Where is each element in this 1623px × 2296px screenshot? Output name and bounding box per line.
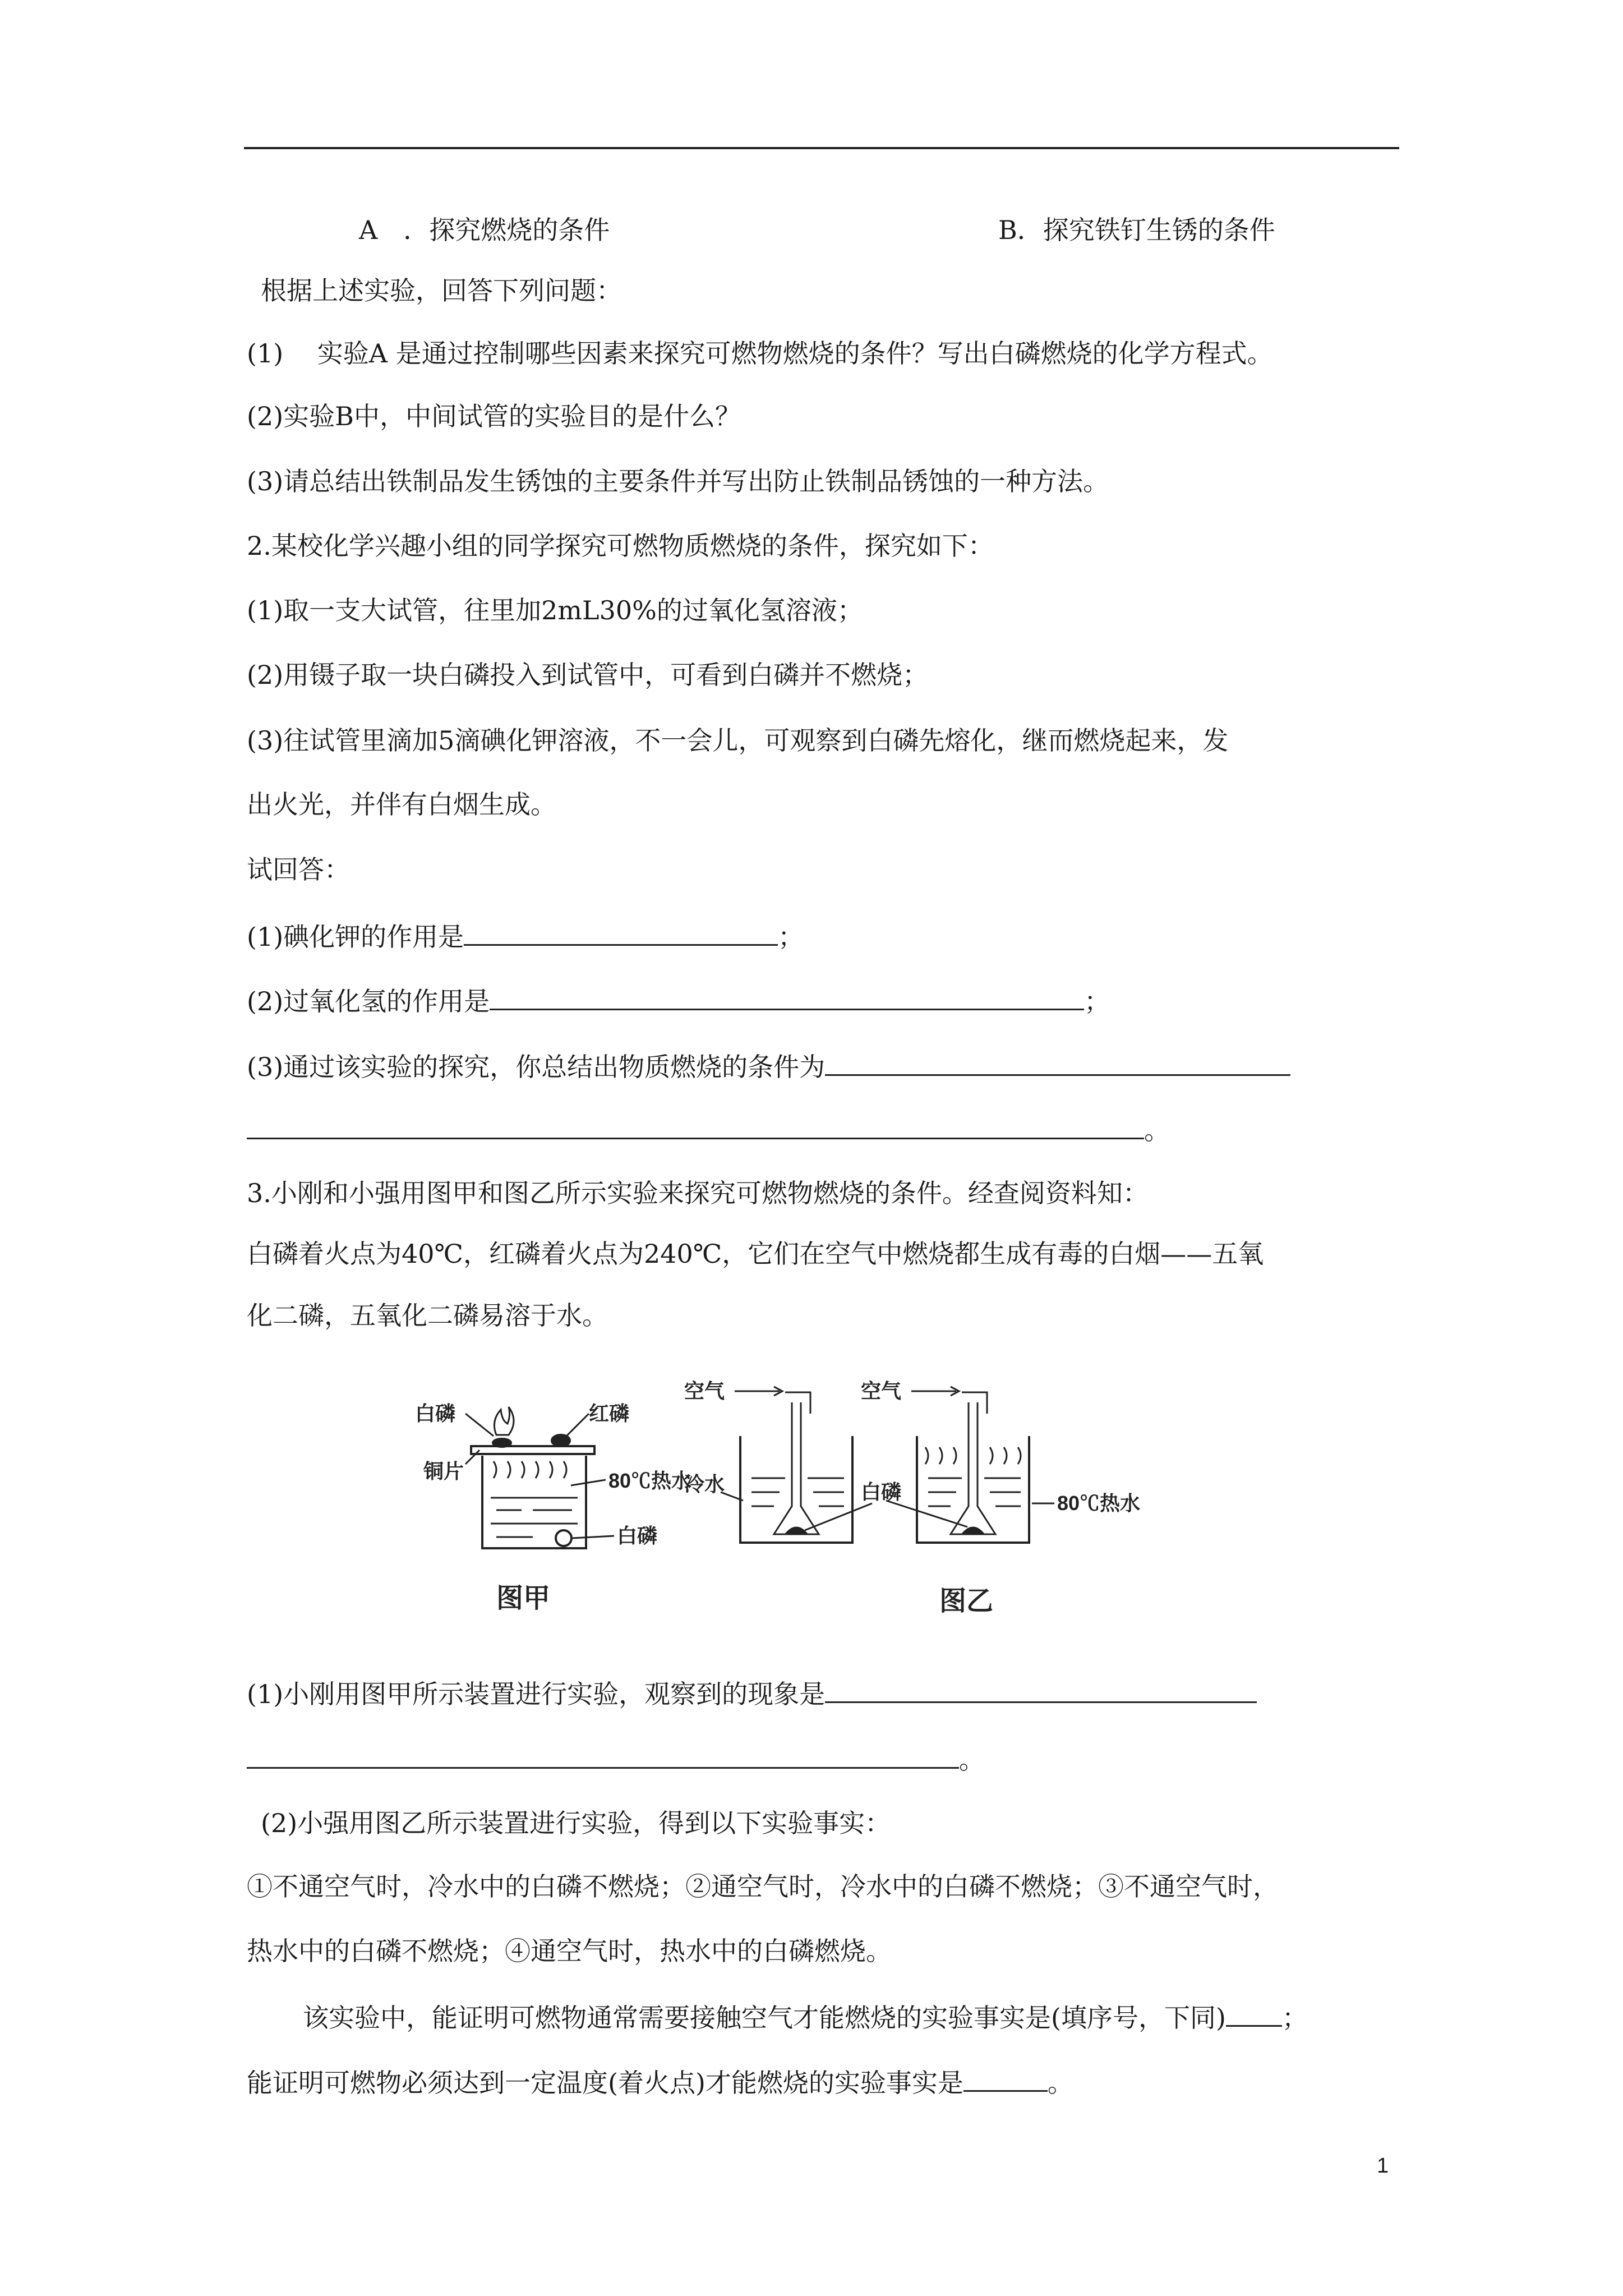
page-number: 1: [1377, 2154, 1389, 2178]
semicolon: ；: [778, 922, 804, 952]
label-red-p: 红磷: [589, 1402, 630, 1425]
answer-blank[interactable]: [1226, 1998, 1282, 2027]
q3-part2: (2)小强用图乙所示装置进行实验，得到以下实验事实：: [261, 1808, 891, 1838]
q3-part1-text: (1)小刚用图甲所示装置进行实验，观察到的现象是: [247, 1679, 826, 1709]
header-rule: [244, 147, 1399, 149]
label-air-1: 空气: [684, 1380, 725, 1402]
q2-step2: (2)用镊子取一块白磷投入到试管中，可看到白磷并不燃烧；: [247, 660, 929, 690]
q3-conclusion2-text: 能证明可燃物必须达到一定温度(着火点)才能燃烧的实验事实是: [247, 2068, 963, 2098]
q1-sub2: (2)实验B中，中间试管的实验目的是什么？: [247, 401, 741, 431]
q3-info-line1: 白磷着火点为40℃，红磷着火点为240℃，它们在空气中燃烧都生成有毒的白烟——五氧: [247, 1239, 1264, 1269]
q2-answer3-text: (3)通过该实验的探究，你总结出物质燃烧的条件为: [247, 1052, 826, 1082]
q3-conclusion2: [247, 2063, 1073, 2100]
caption-a: A ．探究燃烧的条件: [359, 215, 610, 245]
q2-ask: 试回答：: [247, 854, 350, 885]
q2-answer1-text: (1)碘化钾的作用是: [247, 922, 464, 952]
q2-answer3: [247, 1047, 1290, 1084]
q1-sub1: (1) 实验A 是通过控制哪些因素来探究可燃物燃烧的条件？写出白磷燃烧的化学方程式。: [247, 338, 1273, 369]
white-phosphorus-bottom: [556, 1530, 571, 1546]
white-phosphorus-top: [493, 1439, 511, 1447]
q3-title: 3.小刚和小强用图甲和图乙所示实验来探究可燃物燃烧的条件。经查阅资料知：: [247, 1178, 1149, 1208]
experiment-figure: [393, 1380, 1234, 1644]
label-hot-water-b: 80℃热水: [1057, 1492, 1141, 1515]
semicolon: ；: [1281, 2003, 1308, 2033]
answer-blank[interactable]: [490, 982, 1084, 1010]
semicolon: ；: [1084, 986, 1110, 1016]
label-copper: 铜片: [423, 1460, 464, 1483]
period: 。: [959, 1745, 985, 1775]
label-white-p-b: 白磷: [861, 1480, 902, 1503]
q3-info-line2: 化二磷，五氧化二磷易溶于水。: [247, 1300, 608, 1331]
label-cold-water: 冷水: [684, 1473, 725, 1496]
q1-intro: 根据上述实验，回答下列问题：: [261, 275, 622, 306]
label-air-2: 空气: [861, 1380, 902, 1402]
label-hot-water-a: 80℃热水: [608, 1469, 692, 1492]
beaker-b-cold: [740, 1392, 852, 1543]
q3-part1-cont: [247, 1740, 985, 1777]
answer-blank[interactable]: [247, 1740, 959, 1769]
q3-conclusion1: [303, 1998, 1308, 2035]
q3-part1: [247, 1674, 1257, 1711]
q2-title: 2.某校化学兴趣小组的同学探究可燃物质燃烧的条件，探究如下：: [247, 531, 994, 561]
caption-fig-a: 图甲: [496, 1584, 551, 1613]
q2-answer2: [247, 982, 1110, 1018]
beaker-b-hot: [917, 1392, 1029, 1543]
label-white-p-bottom: 白磷: [617, 1524, 658, 1547]
label-white-p-top: 白磷: [415, 1402, 456, 1425]
caption-b: B．探究铁钉生锈的条件: [998, 215, 1275, 245]
answer-blank[interactable]: [825, 1674, 1257, 1703]
q2-answer1: [247, 917, 804, 954]
q3-conclusion1-text: 该实验中，能证明可燃物通常需要接触空气才能燃烧的实验事实是(填序号，下同): [303, 2003, 1226, 2033]
q3-facts-line2: 热水中的白磷不燃烧；④通空气时，热水中的白磷燃烧。: [247, 1936, 892, 1966]
q1-sub3: (3)请总结出铁制品发生锈蚀的主要条件并写出防止铁制品锈蚀的一种方法。: [247, 466, 1109, 496]
flame-icon: [494, 1407, 514, 1435]
q2-step3-line2: 出火光，并伴有白烟生成。: [247, 789, 556, 820]
caption-fig-b: 图乙: [939, 1586, 994, 1616]
answer-blank[interactable]: [825, 1047, 1290, 1076]
q2-answer3-cont: [247, 1111, 1170, 1147]
q2-step1: (1)取一支大试管，往里加2mL30%的过氧化氢溶液；: [247, 595, 863, 625]
period: 。: [1047, 2068, 1073, 2098]
answer-blank[interactable]: [247, 1111, 1144, 1139]
copper-plate: [471, 1446, 594, 1454]
red-phosphorus: [552, 1435, 570, 1446]
q2-answer2-text: (2)过氧化氢的作用是: [247, 986, 490, 1016]
period: 。: [1144, 1115, 1170, 1145]
answer-blank[interactable]: [963, 2063, 1048, 2092]
q2-step3-line1: (3)往试管里滴加5滴碘化钾溶液，不一会儿，可观察到白磷先熔化，继而燃烧起来，发: [247, 725, 1229, 756]
q3-facts-line1: ①不通空气时，冷水中的白磷不燃烧；②通空气时，冷水中的白磷不燃烧；③不通空气时，: [247, 1871, 1279, 1902]
answer-blank[interactable]: [464, 917, 778, 946]
